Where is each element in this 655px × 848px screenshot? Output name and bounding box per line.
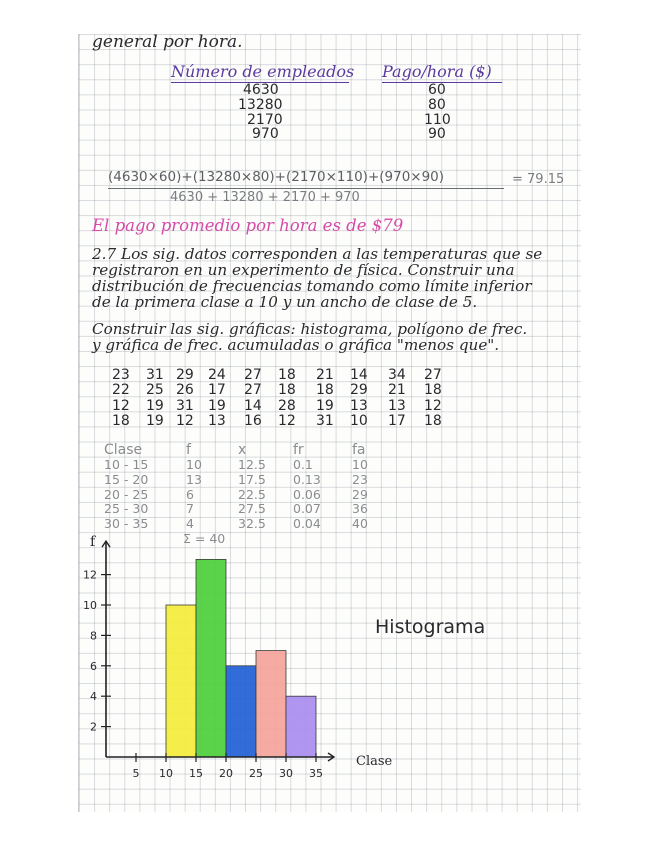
data-cell: 25: [146, 382, 164, 399]
histogram-bar: [256, 651, 286, 757]
problem-line-1: 2.7 Los sig. datos corresponden a las temperaturas que se: [92, 245, 543, 263]
data-cell: 17: [388, 412, 406, 429]
freq-cell: 27.5: [238, 501, 266, 517]
x-tick-label: 10: [159, 767, 173, 780]
data-cell: 21: [316, 367, 334, 383]
y-tick-label: 2: [90, 720, 97, 734]
pay-0: 60: [428, 82, 446, 98]
data-cell: 18: [278, 367, 296, 383]
data-cell: 19: [316, 397, 334, 414]
freq-cell: 29: [352, 486, 368, 502]
data-cell: 17: [208, 382, 226, 399]
data-cell: 28: [278, 397, 296, 414]
data-cell: 14: [350, 367, 368, 383]
histogram-bar: [196, 559, 226, 757]
data-cell: 31: [146, 367, 164, 383]
freq-cell: 20 - 25: [104, 486, 149, 502]
data-cell: 31: [176, 397, 194, 414]
data-cell: 18: [278, 382, 296, 399]
freq-cell: 0.13: [293, 471, 321, 487]
x-tick-label: 35: [309, 767, 323, 780]
y-tick-label: 12: [83, 568, 97, 582]
freq-header: x: [238, 442, 247, 458]
data-cell: 12: [176, 412, 194, 429]
data-cell: 16: [244, 412, 262, 429]
freq-cell: 0.1: [293, 457, 313, 472]
freq-header: f: [186, 442, 191, 458]
data-cell: 12: [278, 412, 296, 429]
histogram-bar: [166, 605, 196, 757]
freq-cell: 7: [186, 501, 194, 517]
data-cell: 12: [112, 397, 130, 414]
histogram-bar: [226, 666, 256, 757]
freq-cell: 4: [186, 516, 194, 532]
freq-cell: 0.06: [293, 486, 321, 502]
freq-cell: 6: [186, 486, 194, 502]
mean-denominator: 4630 + 13280 + 2170 + 970: [170, 190, 360, 205]
mean-result: = 79.15: [512, 172, 565, 187]
y-tick-label: 6: [90, 659, 97, 673]
data-cell: 19: [146, 412, 164, 429]
freq-header: fr: [293, 442, 304, 458]
data-cell: 18: [112, 412, 130, 429]
freq-cell: 0.04: [293, 516, 321, 532]
col-pay-header: Pago/hora ($): [382, 62, 492, 81]
employees-0: 4630: [243, 82, 279, 98]
problem-line-5: Construir las sig. gráficas: histograma, polígono de frec.: [92, 320, 528, 338]
data-cell: 29: [176, 367, 194, 383]
data-cell: 12: [424, 397, 442, 414]
data-cell: 27: [424, 367, 442, 383]
x-tick-label: 30: [279, 767, 293, 780]
freq-cell: 32.5: [238, 516, 266, 532]
employees-3: 970: [252, 126, 279, 142]
freq-cell: 17.5: [238, 471, 266, 487]
freq-cell: 23: [352, 471, 368, 487]
data-cell: 19: [208, 397, 226, 414]
problem-line-4: de la primera clase a 10 y un ancho de clase de 5.: [92, 293, 478, 311]
x-tick-label: 15: [189, 767, 203, 780]
conclusion-text: El pago promedio por hora es de $79: [92, 216, 404, 235]
pay-1: 80: [428, 97, 446, 113]
freq-cell: 12.5: [238, 457, 266, 472]
data-cell: 18: [424, 382, 442, 399]
data-cell: 24: [208, 367, 226, 383]
data-cell: 10: [350, 412, 368, 429]
data-cell: 19: [146, 397, 164, 414]
col-employees-header: Número de empleados: [171, 62, 355, 81]
freq-cell: 15 - 20: [104, 471, 149, 487]
freq-cell: 10: [186, 457, 202, 472]
problem-line-6: y gráfica de frec. acumuladas o gráfica "menos que".: [92, 336, 500, 354]
freq-cell: 13: [186, 471, 202, 487]
data-cell: 14: [244, 397, 262, 414]
data-cell: 13: [350, 397, 368, 414]
x-tick-label: 25: [249, 767, 263, 780]
freq-cell: 25 - 30: [104, 501, 149, 517]
y-tick-label: 10: [83, 599, 97, 612]
data-cell: 18: [316, 382, 334, 399]
y-tick-label: 4: [90, 690, 97, 704]
freq-cell: 10 - 15: [104, 457, 149, 472]
x-tick-label: 5: [132, 767, 140, 780]
data-cell: 13: [388, 397, 406, 414]
data-cell: 27: [244, 367, 262, 383]
pay-3: 90: [428, 126, 446, 142]
y-tick-label: 8: [90, 629, 97, 643]
employees-2: 2170: [247, 112, 283, 128]
data-cell: 21: [388, 382, 406, 399]
freq-header: fa: [352, 442, 366, 458]
freq-sum: Σ = 40: [183, 531, 226, 546]
problem-line-2: registraron en un experimento de física. Construir una: [92, 261, 515, 279]
histogram-bar: [286, 696, 316, 757]
data-cell: 31: [316, 412, 334, 429]
freq-cell: 30 - 35: [104, 516, 149, 532]
data-cell: 26: [176, 382, 194, 399]
freq-cell: 10: [352, 457, 368, 472]
data-cell: 13: [208, 412, 226, 429]
freq-cell: 22.5: [238, 486, 266, 502]
chart-title: Histograma: [375, 616, 486, 638]
freq-cell: 40: [352, 516, 368, 532]
data-cell: 34: [388, 367, 406, 383]
employees-1: 13280: [238, 97, 283, 113]
data-cell: 29: [350, 382, 368, 399]
x-tick-label: 20: [219, 767, 233, 780]
pay-2: 110: [424, 112, 451, 128]
mean-numerator: (4630×60)+(13280×80)+(2170×110)+(970×90): [108, 169, 445, 185]
freq-header: Clase: [104, 442, 143, 458]
freq-cell: 36: [352, 501, 368, 517]
y-axis-label: f: [90, 534, 96, 550]
text-line-0: general por hora.: [92, 32, 243, 52]
data-cell: 27: [244, 382, 262, 399]
data-cell: 23: [112, 367, 130, 383]
x-axis-label: Clase: [356, 754, 393, 769]
data-cell: 22: [112, 382, 130, 399]
problem-line-3: distribución de frecuencias tomando como límite inferior: [92, 277, 532, 295]
data-cell: 18: [424, 412, 442, 429]
freq-cell: 0.07: [293, 501, 321, 517]
